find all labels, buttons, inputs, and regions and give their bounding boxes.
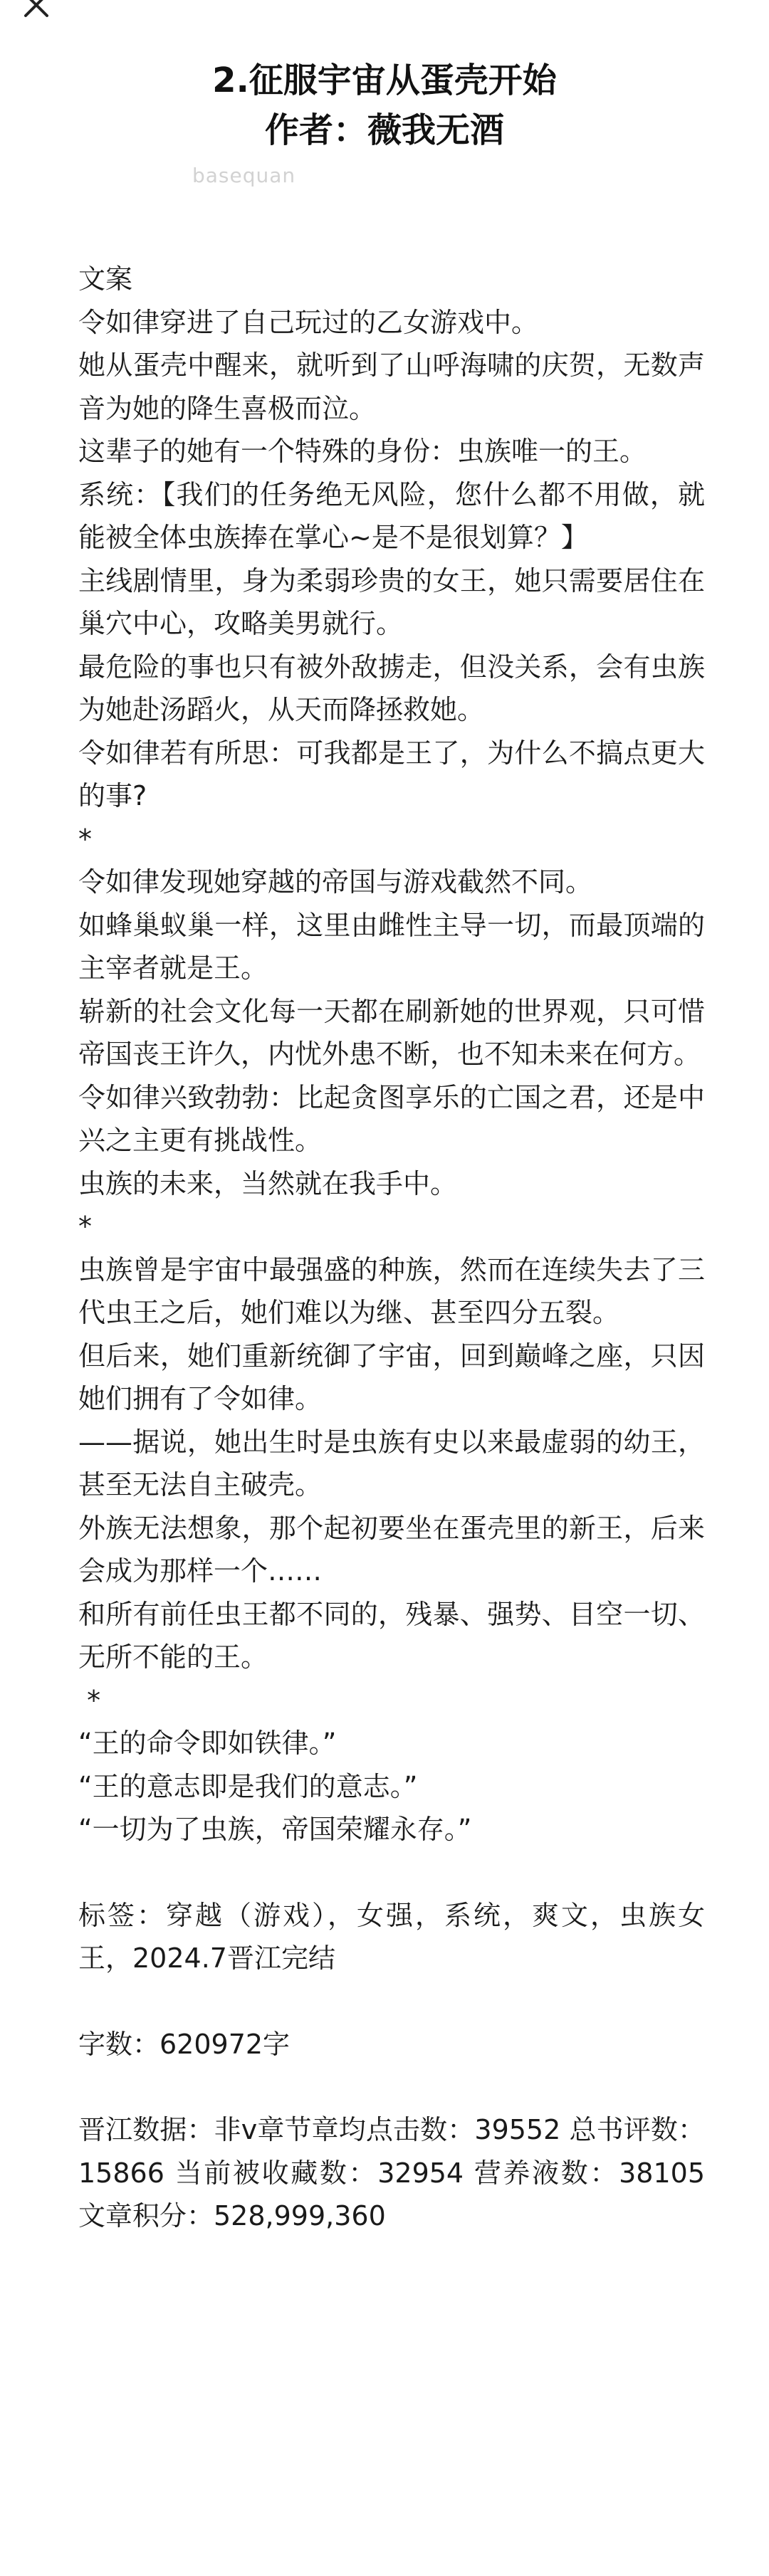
jinjiang-stats: 晋江数据：非v章节章均点击数：39552 总书评数：15866 当前被收藏数：32954 营养液数：38105 文章积分：528,999,360 (78, 2114, 705, 2231)
synopsis-paragraph: 虫族曾是宇宙中最强盛的种族，然而在连续失去了三代虫王之后，她们难以为继、甚至四分五裂。 (78, 1253, 705, 1328)
synopsis-paragraph: 令如律兴致勃勃：比起贪图享乐的亡国之君，还是中兴之主更有挑战性。 (78, 1081, 705, 1156)
synopsis-paragraph: 令如律穿进了自己玩过的乙女游戏中。 (78, 306, 539, 338)
synopsis-paragraph: 虫族的未来，当然就在我手中。 (78, 1167, 458, 1199)
synopsis-paragraph: 令如律若有所思：可我都是王了，为什么不搞点更大的事? (78, 737, 705, 811)
section-divider: * (78, 823, 92, 855)
book-title: 2.征服宇宙从蛋壳开始 (212, 61, 557, 100)
section-divider: * (78, 1684, 101, 1716)
synopsis-paragraph: 系统：【我们的任务绝无风险，您什么都不用做，就能被全体虫族捧在掌心~是不是很划算？】 (78, 478, 705, 553)
quote-line: “王的命令即如铁律。” (78, 1728, 337, 1759)
quote-line: “一切为了虫族，帝国荣耀永存。” (78, 1814, 472, 1845)
synopsis-paragraph: 如蜂巢蚁巢一样，这里由雌性主导一切，而最顶端的主宰者就是王。 (78, 909, 705, 984)
synopsis-paragraph: 崭新的社会文化每一天都在刷新她的世界观，只可惜帝国丧王许久，内忧外患不断，也不知未来在何方。 (78, 995, 705, 1070)
close-icon[interactable] (19, 0, 54, 23)
synopsis-paragraph: 这辈子的她有一个特殊的身份：虫族唯一的王。 (78, 436, 647, 467)
section-divider: * (78, 1211, 92, 1242)
book-author: 作者：薇我无酒 (264, 110, 504, 150)
synopsis-paragraph: 最危险的事也只有被外敌掳走，但没关系，会有虫族为她赴汤蹈火，从天而降拯救她。 (78, 651, 705, 725)
synopsis-body (78, 258, 705, 2238)
synopsis-paragraph: 和所有前任虫王都不同的，残暴、强势、目空一切、无所不能的王。 (78, 1598, 705, 1673)
synopsis-paragraph: 令如律发现她穿越的帝国与游戏截然不同。 (78, 866, 593, 898)
synopsis-paragraph: 但后来，她们重新统御了宇宙，回到巅峰之座，只因她们拥有了令如律。 (78, 1340, 705, 1414)
synopsis-paragraph: 她从蛋壳中醒来，就听到了山呼海啸的庆贺，无数声音为她的降生喜极而泣。 (78, 349, 705, 424)
header (0, 58, 769, 152)
watermark: basequan (192, 164, 296, 187)
synopsis-paragraph: 主线剧情里，身为柔弱珍贵的女王，她只需要居住在巢穴中心，攻略美男就行。 (78, 564, 705, 639)
tags-line: 标签：穿越（游戏），女强，系统，爽文，虫族女王，2024.7晋江完结 (78, 1899, 705, 1974)
synopsis-paragraph: 外族无法想象，那个起初要坐在蛋壳里的新王，后来会成为那样一个…… (78, 1512, 705, 1587)
word-count: 字数：620972字 (78, 2028, 291, 2060)
quote-line: “王的意志即是我们的意志。” (78, 1770, 418, 1802)
synopsis-heading: 文案 (78, 263, 133, 295)
synopsis-paragraph: ——据说，她出生时是虫族有史以来最虚弱的幼王，甚至无法自主破壳。 (78, 1426, 705, 1500)
